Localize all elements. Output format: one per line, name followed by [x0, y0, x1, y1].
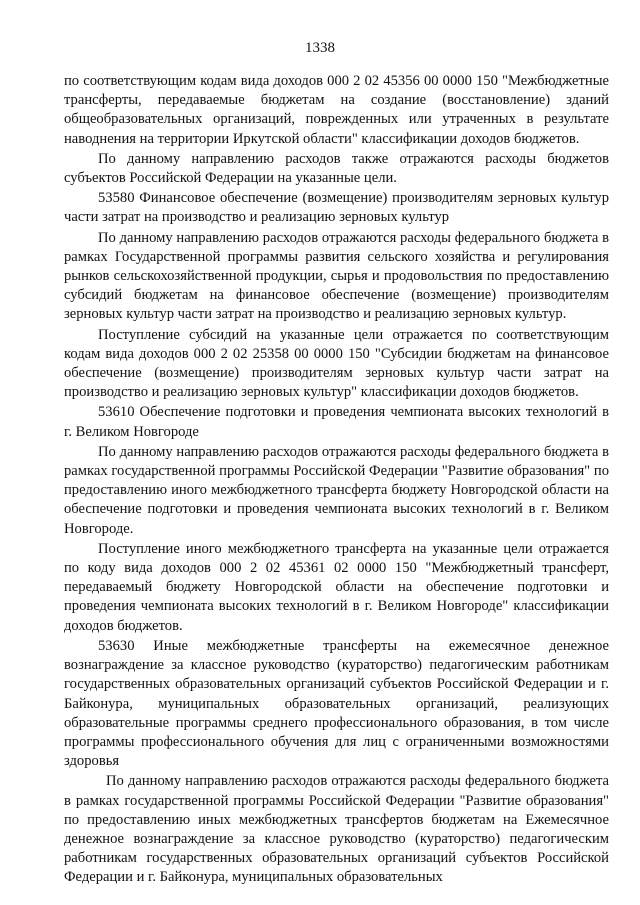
paragraph-8: Поступление иного межбюджетного трансферта на указанные цели отражается по коду вида доходов 000 2 02 45361 02 0000 150 "Межбюджетный трансферт, передаваемый бюджету Новгородской области на обеспечение подготовки и проведения чемпионата высоких технологий в г. Великом Новгороде" классификации доходов бюджетов.: [64, 540, 609, 634]
paragraph-1: по соответствующим кодам вида доходов 000 2 02 45356 00 0000 150 "Межбюджетные трансферты, передаваемые бюджетам на создание (восстановление) зданий общеобразовательных организаций, поврежденных или утраченных в результате наводнения на территории Иркутской области" классификации доходов бюджетов.: [64, 73, 609, 147]
paragraph-2: По данному направлению расходов также отражаются расходы бюджетов субъектов Российской Федерации на указанные цели.: [64, 150, 609, 187]
section-heading-53630: 53630 Иные межбюджетные трансферты на ежемесячное денежное вознаграждение за классное руководство (кураторство) педагогическим работникам государственных образовательных организаций субъектов Российской Федерации и г. Байконура, муниципальных образовательных организаций, реализующих образовательные программы среднего профессионального образования, в том числе программы профессионального обучения для лиц с ограниченными возможностями здоровья: [64, 637, 609, 770]
paragraph-7: По данному направлению расходов отражаются расходы федерального бюджета в рамках государственной программы Российской Федерации "Развитие образования" по предоставлению иного межбюджетного трансферта бюджету Новгородской области на обеспечение подготовки и проведения чемпионата высоких технологий в г. Великом Новгороде.: [64, 443, 609, 537]
paragraph-5: Поступление субсидий на указанные цели отражается по соответствующим кодам вида доходов 000 2 02 25358 00 0000 150 "Субсидии бюджетам на финансовое обеспечение (возмещение) производителям зерновых культур части затрат на производство и реализацию зерновых культур" классификации доходов бюджетов.: [64, 326, 609, 401]
paragraph-4: По данному направлению расходов отражаются расходы федерального бюджета в рамках Государственной программы развития сельского хозяйства и регулирования рынков сельскохозяйственной продукции, сырья и продовольствия по предоставлению субсидий бюджетам на финансовое обеспечение (возмещение) производителям зерновых культур части затрат на производство и реализацию зерновых культур.: [64, 229, 609, 323]
document-body: [64, 72, 609, 888]
page-number: 1338: [305, 40, 335, 56]
section-heading-53580: 53580 Финансовое обеспечение (возмещение) производителям зерновых культур части затрат на производство и реализацию зерновых культур: [64, 190, 609, 226]
paragraph-10: По данному направлению расходов отражаются расходы федерального бюджета в рамках государственной программы Российской Федерации "Развитие образования" по предоставлению иных межбюджетных трансфертов бюджетам на Ежемесячное денежное вознаграждение за классное руководство (кураторство) педагогическим работникам государственных образовательных организаций субъектов Российской Федерации и г. Байконура, муниципальных образовательных: [64, 773, 609, 886]
section-heading-53610: 53610 Обеспечение подготовки и проведения чемпионата высоких технологий в г. Великом Новгороде: [64, 404, 609, 440]
